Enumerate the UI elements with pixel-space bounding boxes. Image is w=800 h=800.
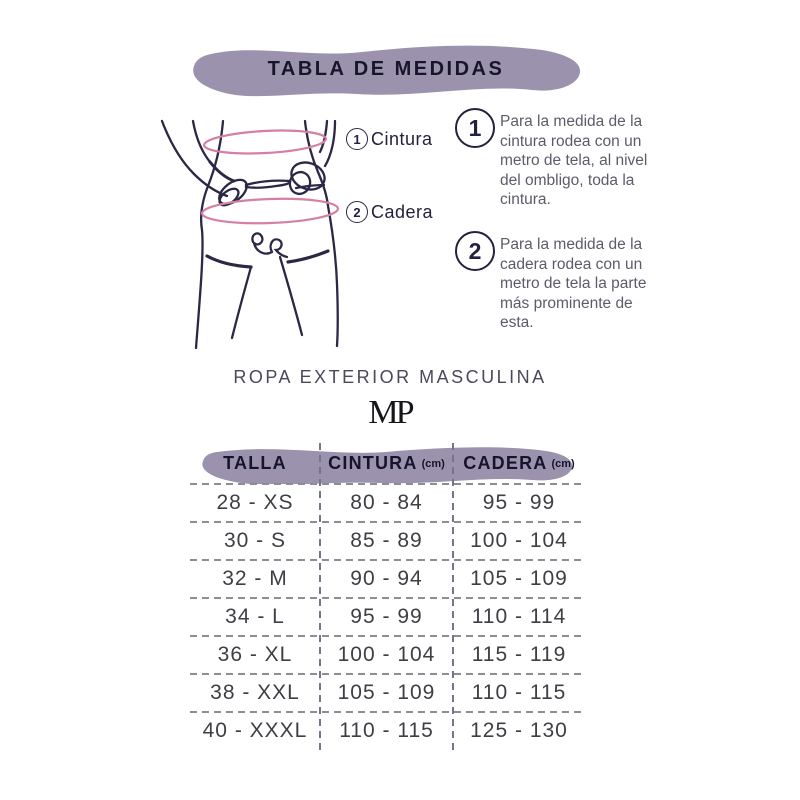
cell-cintura: 100 - 104 xyxy=(337,643,436,666)
size-table xyxy=(190,443,585,758)
cell-cintura: 110 - 115 xyxy=(339,719,434,742)
circled-number-2-icon: 2 xyxy=(346,201,368,223)
cell-cadera: 105 - 109 xyxy=(470,567,568,590)
row-separator xyxy=(190,673,585,675)
table-header-row xyxy=(190,443,585,484)
cell-cadera: 125 - 130 xyxy=(470,719,568,742)
row-separator xyxy=(190,559,585,561)
hip-callout xyxy=(346,201,433,223)
cell-talla: 40 - XXXL xyxy=(202,719,308,742)
table-row xyxy=(190,484,585,522)
cintura-unit: (cm) xyxy=(421,457,445,470)
cell-talla: 32 - M xyxy=(222,567,288,590)
cell-cadera: 100 - 104 xyxy=(470,529,568,552)
instruction-1-number-icon: 1 xyxy=(455,108,495,148)
cell-talla: 30 - S xyxy=(223,529,287,552)
hip-tape-ellipse xyxy=(202,197,339,226)
column-divider-2 xyxy=(452,443,454,755)
table-row xyxy=(190,522,585,560)
cell-cintura: 85 - 89 xyxy=(350,529,423,552)
cell-talla: 34 - L xyxy=(225,605,285,628)
row-separator xyxy=(190,521,585,523)
table-row xyxy=(190,560,585,598)
page-title: TABLA DE MEDIDAS xyxy=(267,57,505,80)
instruction-1-text: Para la medida de la cintura rodea con un metro de tela, al nivel del ombligo, toda la cintura. xyxy=(500,113,648,208)
waist-label: Cintura xyxy=(371,128,433,149)
cell-cintura: 80 - 84 xyxy=(350,491,423,514)
table-row xyxy=(190,598,585,636)
cell-talla: 28 - XS xyxy=(216,491,294,514)
hip-label: Cadera xyxy=(371,201,434,222)
cell-talla: 36 - XL xyxy=(217,643,293,666)
table-row xyxy=(190,674,585,712)
cell-cintura: 95 - 99 xyxy=(350,605,423,628)
cell-cintura: 105 - 109 xyxy=(337,681,436,704)
instruction-2-text: Para la medida de la cadera rodea con un metro de tela la parte más prominente de esta. xyxy=(500,236,647,331)
column-divider-1 xyxy=(319,443,321,755)
cadera-unit: (cm) xyxy=(551,457,575,470)
circled-number-1-icon: 1 xyxy=(346,128,368,150)
section-title: ROPA EXTERIOR MASCULINA xyxy=(233,367,547,387)
table-row xyxy=(190,712,585,750)
cell-cadera: 110 - 115 xyxy=(471,681,567,704)
waist-callout xyxy=(346,128,433,150)
table-row xyxy=(190,636,585,674)
cell-talla: 38 - XXL xyxy=(210,681,300,704)
row-separator xyxy=(190,711,585,713)
header-cadera: CADERA (cm) xyxy=(463,453,575,473)
cell-cadera: 110 - 114 xyxy=(471,605,567,628)
title-banner xyxy=(185,41,587,97)
header-talla: TALLA xyxy=(223,453,287,473)
cell-cintura: 90 - 94 xyxy=(350,567,423,590)
row-separator xyxy=(190,635,585,637)
measuring-tape-ellipses xyxy=(202,128,339,226)
cell-cadera: 115 - 119 xyxy=(471,643,567,666)
header-cintura: CINTURA (cm) xyxy=(328,453,445,473)
brand-logo: MP xyxy=(368,394,412,431)
cell-cadera: 95 - 99 xyxy=(482,491,556,514)
row-separator xyxy=(190,597,585,599)
instruction-2-number-icon: 2 xyxy=(455,231,495,271)
